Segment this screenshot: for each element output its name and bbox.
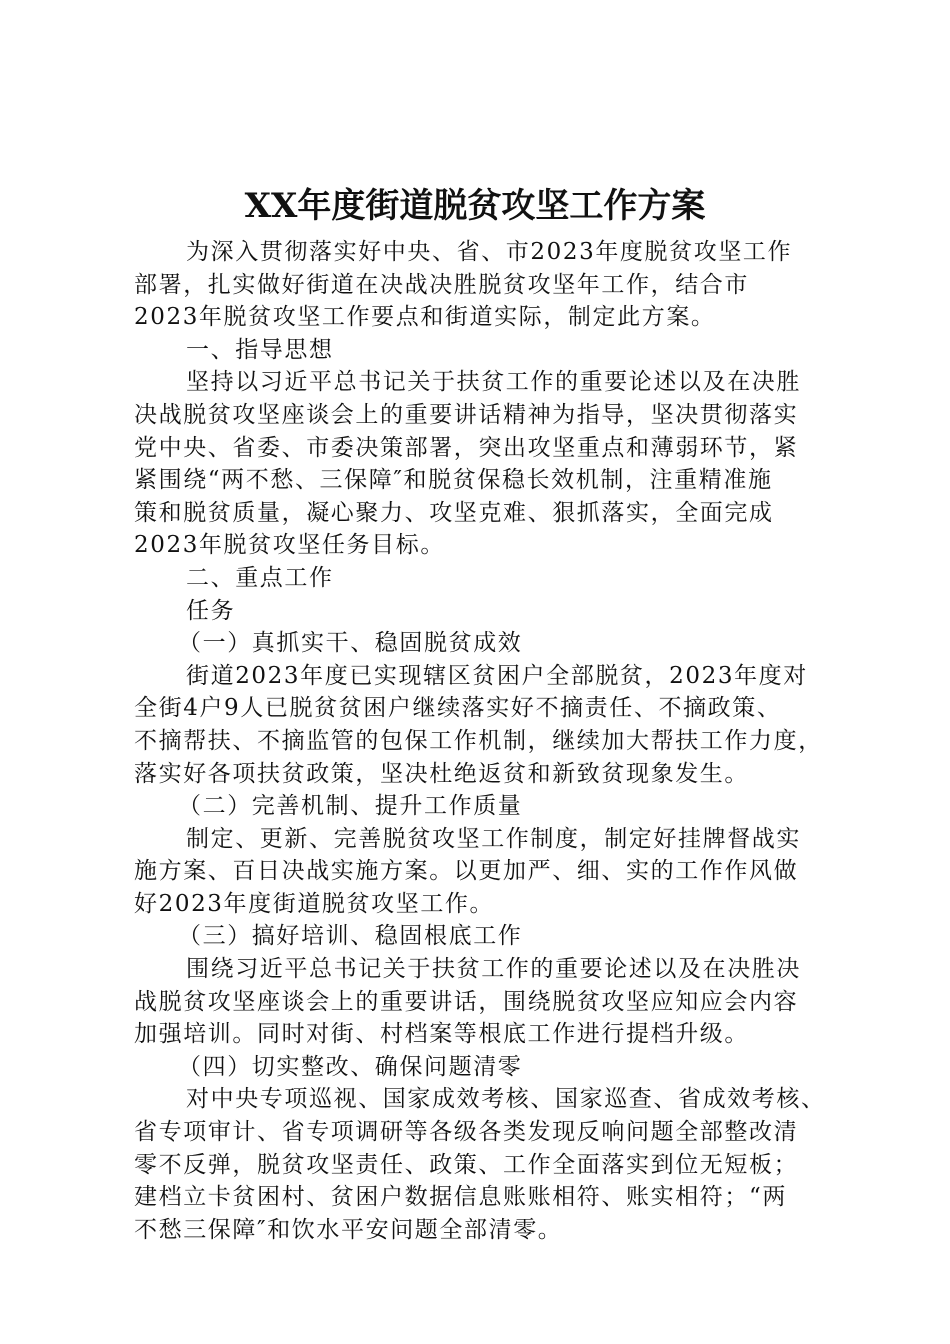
paragraph-line: 落实好各项扶贫政策，坚决杜绝返贫和新致贫现象发生。 (134, 760, 749, 787)
paragraph-line: 紧围绕“两不愁、三保障″和脱贫保稳长效机制，注重精准施 (134, 467, 773, 494)
paragraph-line: 2023年脱贫攻坚工作要点和街道实际，制定此方案。 (134, 304, 716, 331)
paragraph-line: 街道2023年度已实现辖区贫困户全部脱贫，2023年度对 (186, 662, 808, 689)
subsection-heading: （二）完善机制、提升工作质量 (178, 793, 523, 820)
paragraph-line: 不愁三保障″和饮水平安问题全部清零。 (134, 1216, 563, 1243)
paragraph-line: 战脱贫攻坚座谈会上的重要讲话，围绕脱贫攻坚应知应会内容 (134, 988, 799, 1015)
paragraph-line: 省专项审计、省专项调研等各级各类发现反响问题全部整改清 (134, 1119, 799, 1146)
paragraph-line: 部署，扎实做好街道在决战决胜脱贫攻坚年工作，结合市 (134, 271, 749, 298)
paragraph-line: 不摘帮扶、不摘监管的包保工作机制，继续加大帮扶工作力度， (134, 727, 823, 754)
document-body (134, 236, 834, 1246)
paragraph-line: 加强培训。同时对街、村档案等根底工作进行提档升级。 (134, 1021, 749, 1048)
paragraph-line: 2023年脱贫攻坚任务目标。 (134, 532, 445, 559)
paragraph-line: 策和脱贫质量，凝心聚力、攻坚克难、狠抓落实，全面完成 (134, 499, 774, 526)
subsection-heading: （四）切实整改、确保问题清零 (178, 1053, 523, 1080)
paragraph-line: 全街4户9人已脱贫贫困户继续落实好不摘责任、不摘政策、 (134, 695, 782, 722)
paragraph-line: 坚持以习近平总书记关于扶贫工作的重要论述以及在决胜 (186, 369, 801, 396)
paragraph-line: 好2023年度街道脱贫攻坚工作。 (134, 890, 495, 917)
section-heading: 任务 (186, 597, 236, 624)
section-heading: 一、指导思想 (186, 336, 334, 363)
paragraph-line: 施方案、百日决战实施方案。以更加严、细、实的工作作风做 (134, 858, 799, 885)
paragraph-line: 党中央、省委、市委决策部署，突出攻坚重点和薄弱环节，紧 (134, 434, 799, 461)
paragraph-line: 对中央专项巡视、国家成效考核、国家巡查、省成效考核、 (186, 1086, 826, 1113)
subsection-heading: （一）真抓实干、稳固脱贫成效 (178, 630, 523, 657)
subsection-heading: （三）搞好培训、稳固根底工作 (178, 923, 523, 950)
paragraph-line: 决战脱贫攻坚座谈会上的重要讲话精神为指导，坚决贯彻落实 (134, 401, 799, 428)
document-title: XX年度街道脱贫攻坚工作方案 (244, 186, 706, 226)
paragraph-line: 围绕习近平总书记关于扶贫工作的重要论述以及在决胜决 (186, 956, 801, 983)
paragraph-line: 为深入贯彻落实好中央、省、市2023年度脱贫攻坚工作 (186, 239, 793, 265)
section-heading: 二、重点工作 (186, 564, 334, 591)
paragraph-line: 零不反弹，脱贫攻坚责任、政策、工作全面落实到位无短板； (134, 1151, 799, 1178)
paragraph-line: 建档立卡贫困村、贫困户数据信息账账相符、账实相符；“两 (134, 1184, 787, 1211)
paragraph-line: 制定、更新、完善脱贫攻坚工作制度，制定好挂牌督战实 (186, 825, 801, 852)
